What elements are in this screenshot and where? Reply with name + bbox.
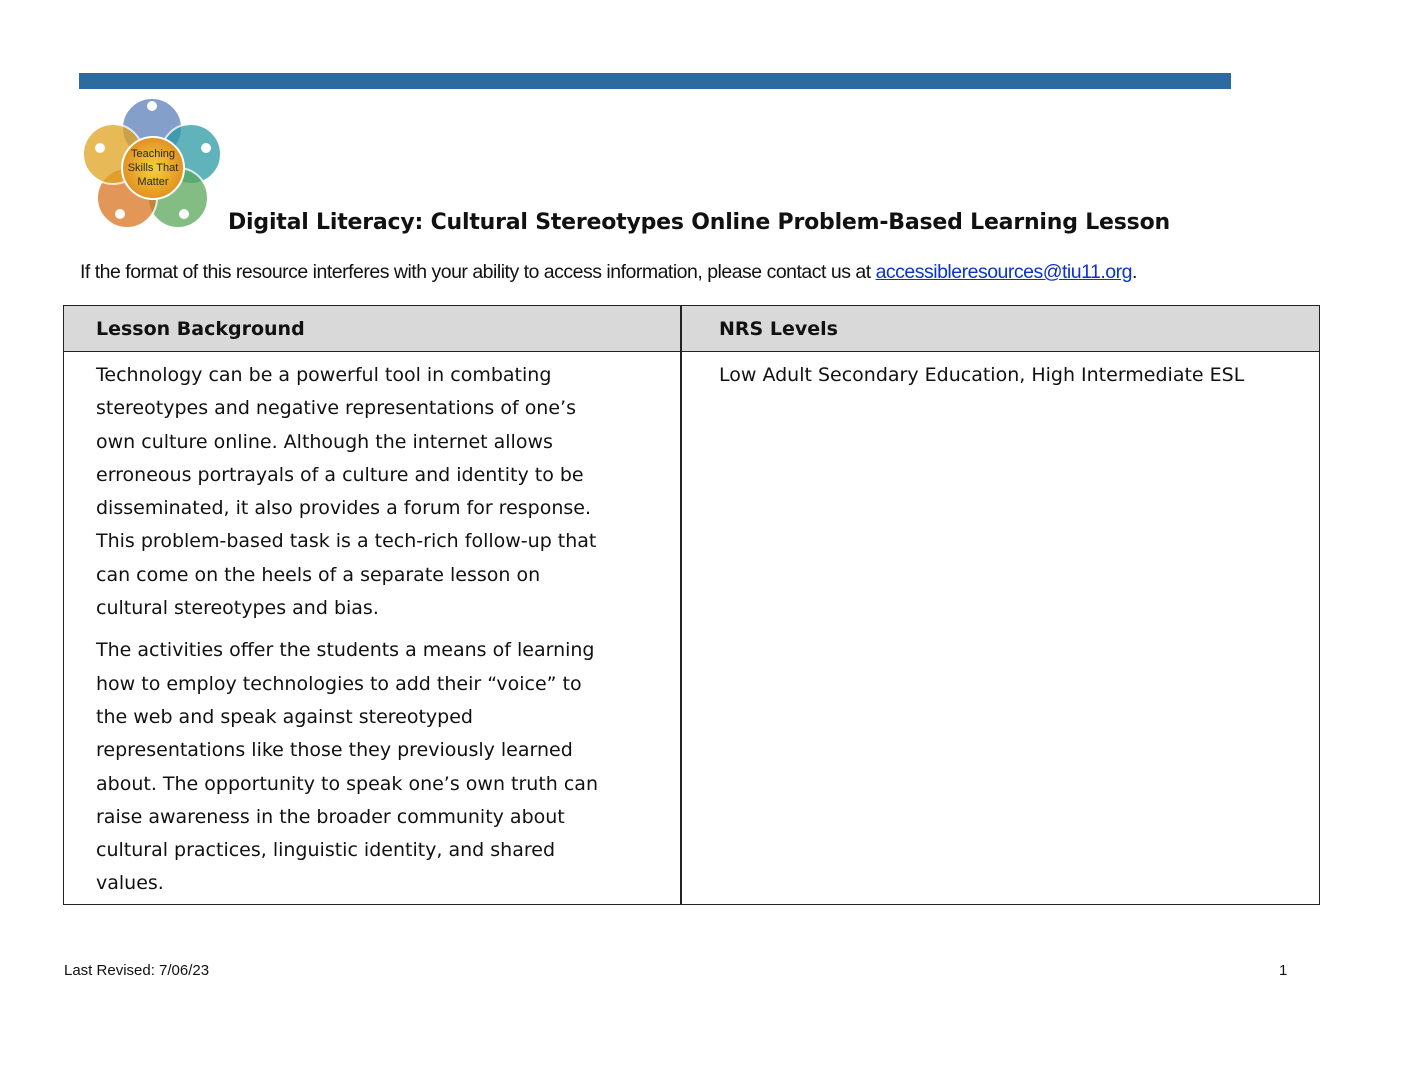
contact-email-link[interactable]: accessibleresources@tiu11.org [875, 261, 1132, 283]
text-line: about. The opportunity to speak one’s own truth can [96, 772, 598, 795]
background-paragraph-1 [96, 359, 598, 625]
text-line: cultural practices, linguistic identity, and shared [96, 839, 556, 862]
lesson-table [63, 305, 1320, 905]
text-line: the web and speak against stereotyped [96, 705, 473, 728]
accessibility-note [80, 261, 1137, 284]
text-line: raise awareness in the broader community about [96, 805, 565, 828]
text-line: representations like those they previously learned [96, 739, 573, 762]
document-title: Digital Literacy: Cultural Stereotypes Online Problem-Based Learning Lesson [228, 210, 1170, 235]
text-line: values. [96, 872, 164, 895]
nrs-levels-cell: Low Adult Secondary Education, High Intermediate ESL [719, 364, 1245, 386]
pencil-icon [147, 101, 157, 111]
house-icon [115, 209, 125, 219]
text-line: stereotypes and negative representations of one’s [96, 397, 576, 420]
heart-icon [179, 209, 189, 219]
lightbulb-icon [95, 143, 105, 153]
svg-text:Matter: Matter [137, 176, 169, 188]
accessibility-suffix: . [1131, 261, 1137, 283]
text-line: cultural stereotypes and bias. [96, 597, 379, 620]
svg-text:Teaching: Teaching [130, 148, 176, 160]
computer-icon [201, 143, 211, 153]
last-revised: Last Revised: 7/06/23 [64, 962, 210, 979]
text-line: erroneous portrayals of a culture and identity to be [96, 463, 584, 486]
svg-text:Skills That: Skills That [127, 162, 179, 174]
text-line: can come on the heels of a separate lesson on [96, 563, 541, 586]
accessibility-text: If the format of this resource interferes with your ability to access information, please contact us at [80, 261, 876, 283]
text-line: Technology can be a powerful tool in combating [96, 364, 552, 386]
header-lesson-background: Lesson Background [96, 318, 305, 340]
text-line: how to employ technologies to add their “voice” to [96, 672, 582, 695]
page-number: 1 [1279, 962, 1288, 979]
teaching-skills-logo [80, 94, 226, 234]
text-line: disseminated, it also provides a forum for response. [96, 497, 592, 520]
header-nrs-levels: NRS Levels [719, 318, 838, 340]
text-line: The activities offer the students a means of learning [96, 639, 595, 662]
column-divider [680, 306, 682, 904]
lesson-background-cell [96, 359, 598, 901]
top-accent-bar [79, 73, 1231, 89]
text-line: This problem-based task is a tech-rich follow-up that [96, 530, 597, 553]
background-paragraph-2 [96, 634, 598, 900]
text-line: own culture online. Although the internet allows [96, 430, 553, 453]
